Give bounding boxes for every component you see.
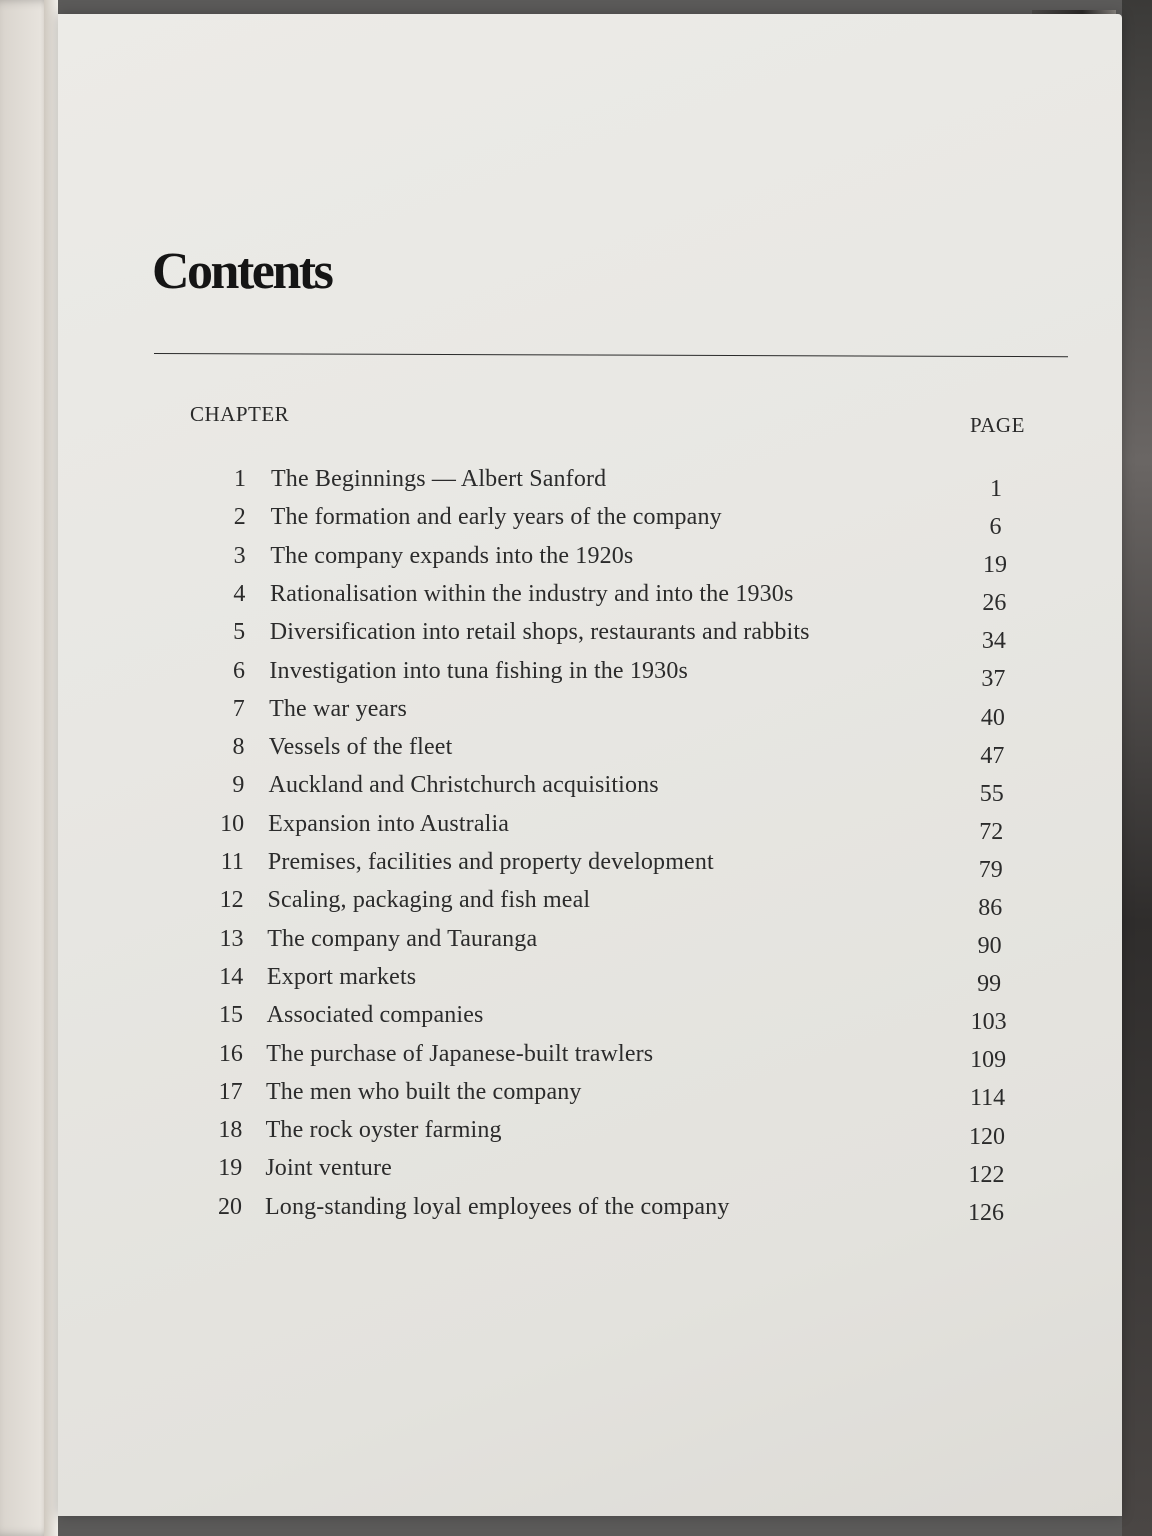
page-number: 122 (968, 1161, 1005, 1188)
toc-row (58, 619, 1122, 655)
page-number: 40 (980, 704, 1005, 731)
page-number: 34 (981, 628, 1006, 655)
chapter-number: 7 (232, 695, 245, 722)
page-number: 79 (978, 856, 1003, 883)
chapter-title: Investigation into tuna fishing in the 1930s (269, 657, 688, 684)
page-number: 109 (970, 1047, 1007, 1074)
chapter-number: 16 (218, 1040, 243, 1067)
chapter-number: 10 (220, 810, 245, 837)
toc-row (58, 658, 1122, 694)
toc-row (58, 543, 1122, 579)
page-number: 99 (977, 971, 1002, 998)
table-of-contents (58, 14, 1122, 1516)
chapter-number: 6 (232, 657, 245, 684)
chapter-title: The company expands into the 1920s (270, 542, 634, 569)
toc-row (58, 772, 1122, 808)
chapter-number: 17 (218, 1078, 243, 1105)
chapter-title: Expansion into Australia (268, 810, 510, 837)
page-column-label: PAGE (970, 413, 1025, 437)
chapter-title: The war years (269, 695, 407, 722)
toc-row (58, 466, 1122, 502)
toc-row (58, 849, 1122, 885)
chapter-title: Long-standing loyal employees of the company (265, 1193, 730, 1220)
toc-row (58, 1155, 1122, 1191)
page-number: 55 (979, 780, 1004, 807)
page-number: 19 (982, 552, 1007, 579)
chapter-title: The Beginnings — Albert Sanford (271, 466, 607, 492)
toc-row (58, 1194, 1122, 1230)
chapter-title: The men who built the company (265, 1078, 582, 1105)
toc-row (58, 811, 1122, 847)
toc-row (58, 1079, 1122, 1115)
page-number: 1 (990, 476, 1002, 502)
page-number: 103 (970, 1009, 1007, 1036)
chapter-title: Vessels of the fleet (268, 734, 453, 761)
chapter-title: Rationalisation within the industry and into the 1930s (270, 580, 794, 607)
page-number: 120 (969, 1123, 1006, 1150)
toc-row (58, 696, 1122, 732)
chapter-number: 12 (219, 887, 244, 914)
toc-row (58, 964, 1122, 1000)
chapter-number: 13 (219, 925, 244, 952)
toc-row (58, 887, 1122, 923)
chapter-title: The company and Tauranga (267, 925, 538, 952)
page-number: 90 (977, 933, 1002, 960)
page-number: 37 (981, 666, 1006, 693)
toc-row (58, 581, 1122, 617)
chapter-column-label: CHAPTER (190, 402, 290, 426)
chapter-title: Scaling, packaging and fish meal (267, 887, 591, 914)
chapter-number: 18 (218, 1117, 243, 1144)
chapter-title: The formation and early years of the company (270, 504, 722, 531)
toc-row (58, 504, 1122, 540)
chapter-title: Export markets (266, 963, 417, 990)
chapter-number: 19 (218, 1155, 243, 1182)
chapter-title: Associated companies (266, 1002, 484, 1029)
chapter-number: 8 (232, 734, 245, 761)
chapter-number: 20 (218, 1193, 242, 1220)
chapter-title: Premises, facilities and property development (267, 849, 714, 875)
chapter-title: The rock oyster farming (265, 1117, 502, 1144)
chapter-number: 15 (219, 1002, 244, 1029)
chapter-title: Diversification into retail shops, restaurants and rabbits (269, 619, 810, 646)
chapter-title: Joint venture (265, 1155, 392, 1182)
page-number: 114 (970, 1085, 1006, 1112)
page-number: 86 (978, 894, 1003, 921)
toc-row (58, 926, 1122, 962)
chapter-number: 3 (233, 542, 246, 569)
chapter-number: 1 (234, 466, 246, 492)
page-number: 72 (979, 818, 1004, 845)
toc-row (58, 1117, 1122, 1153)
toc-row (58, 1002, 1122, 1038)
page-number: 126 (968, 1199, 1004, 1226)
page-number: 47 (980, 742, 1005, 769)
chapter-number: 11 (220, 849, 244, 875)
book-cover-edge (44, 0, 58, 1536)
toc-row (58, 734, 1122, 770)
background-surface (1122, 0, 1152, 1536)
toc-row (58, 1041, 1122, 1077)
page-number: 6 (989, 514, 1002, 541)
chapter-title: Auckland and Christchurch acquisitions (268, 772, 659, 799)
page-number: 26 (982, 590, 1007, 617)
book-page (58, 14, 1122, 1516)
chapter-number: 4 (233, 580, 246, 607)
chapter-number: 14 (219, 963, 244, 990)
chapter-number: 5 (233, 619, 246, 646)
chapter-title: The purchase of Japanese-built trawlers (266, 1040, 654, 1067)
chapter-number: 9 (232, 772, 245, 799)
page-title: Contents (152, 243, 332, 300)
chapter-number: 2 (233, 504, 246, 531)
